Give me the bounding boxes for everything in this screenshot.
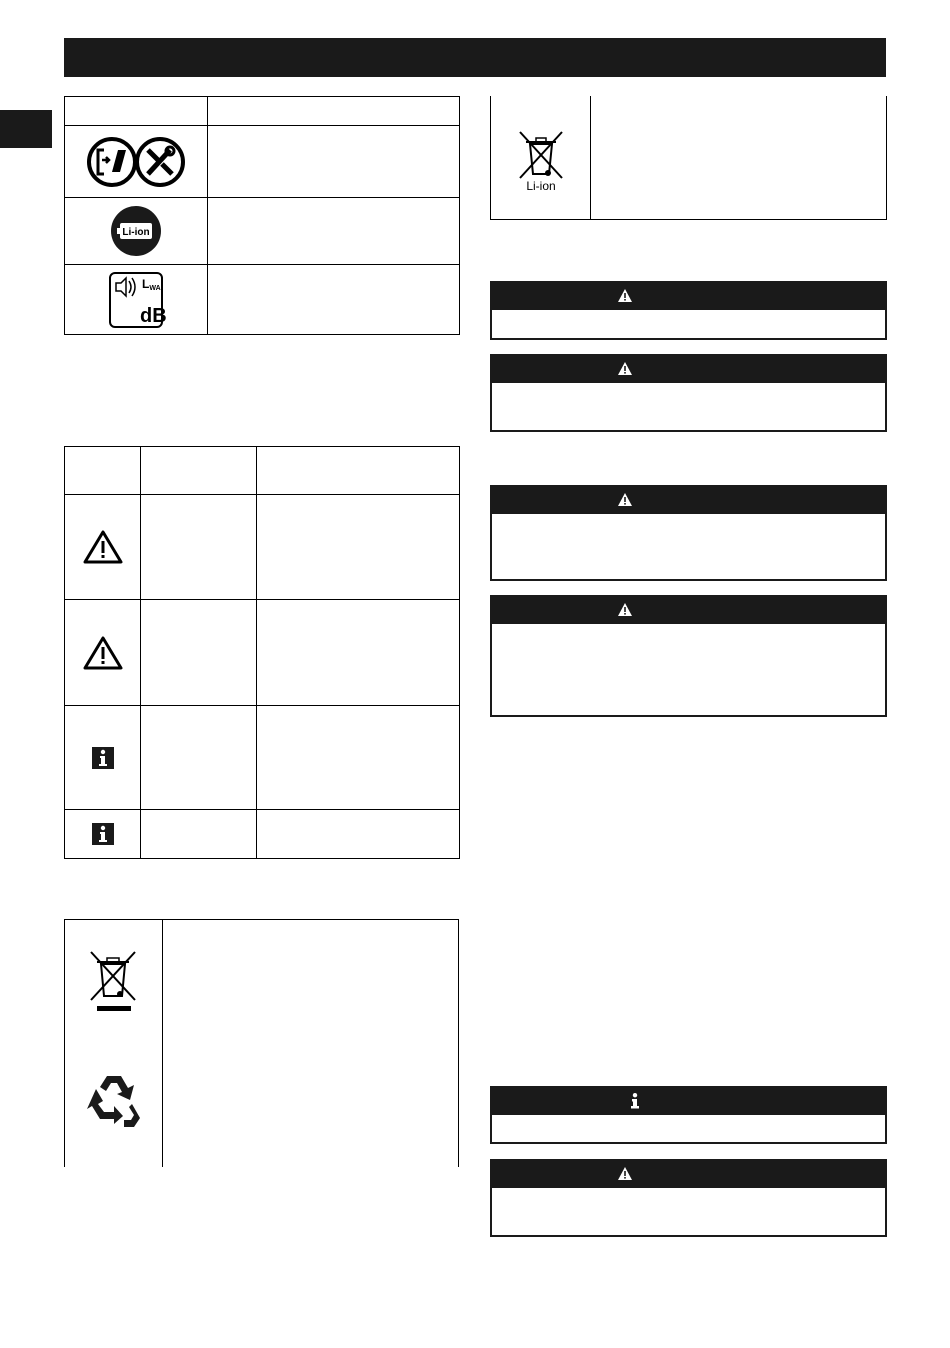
recycling-table	[64, 919, 459, 1167]
warning-triangle-icon	[618, 1167, 632, 1180]
weee-crossed-bin-icon	[87, 950, 139, 1014]
sound-power-level-icon	[65, 265, 208, 335]
symbols-table	[64, 96, 460, 335]
crossed-bin-li-ion-icon	[515, 132, 567, 194]
info-icon	[65, 706, 141, 810]
table-row	[65, 198, 460, 265]
db-label: dB	[140, 304, 167, 327]
signal-words-table	[64, 446, 460, 859]
warning-triangle-icon	[65, 600, 141, 706]
warning-triangle-icon	[618, 603, 632, 616]
table-row	[65, 810, 460, 859]
header-bar	[64, 38, 886, 77]
table-row	[65, 706, 460, 810]
notice-header	[492, 283, 885, 310]
column-divider	[590, 96, 591, 219]
table-row	[65, 600, 460, 706]
language-tab	[0, 110, 52, 148]
warning-notice	[490, 1159, 887, 1237]
li-ion-disposal-table	[490, 96, 887, 220]
table-row	[65, 126, 460, 198]
li-ion-battery-icon	[65, 198, 208, 265]
recycle-icon	[84, 1070, 144, 1130]
notice-header	[492, 487, 885, 514]
table-row	[65, 265, 460, 335]
notice-header	[492, 1088, 885, 1115]
column-divider	[162, 920, 163, 1167]
warning-notice	[490, 281, 887, 340]
warning-notice	[490, 485, 887, 581]
warning-triangle-icon	[618, 362, 632, 375]
table-row	[65, 495, 460, 600]
table-header-row	[65, 97, 460, 126]
note-notice	[490, 1086, 887, 1144]
table-header-row	[65, 447, 460, 495]
warning-triangle-icon	[618, 493, 632, 506]
warning-triangle-icon	[65, 495, 141, 600]
info-icon	[65, 810, 141, 859]
notice-header	[492, 356, 885, 383]
notice-header	[492, 597, 885, 624]
manual-and-tools-icon	[65, 126, 208, 198]
lwa-label: LWA	[142, 276, 161, 292]
warning-notice	[490, 595, 887, 717]
info-icon	[630, 1093, 640, 1109]
warning-triangle-icon	[618, 289, 632, 302]
li-ion-label: Li-ion	[122, 227, 150, 238]
warning-notice	[490, 354, 887, 432]
li-ion-label: Li-ion	[526, 179, 556, 193]
notice-header	[492, 1161, 885, 1188]
